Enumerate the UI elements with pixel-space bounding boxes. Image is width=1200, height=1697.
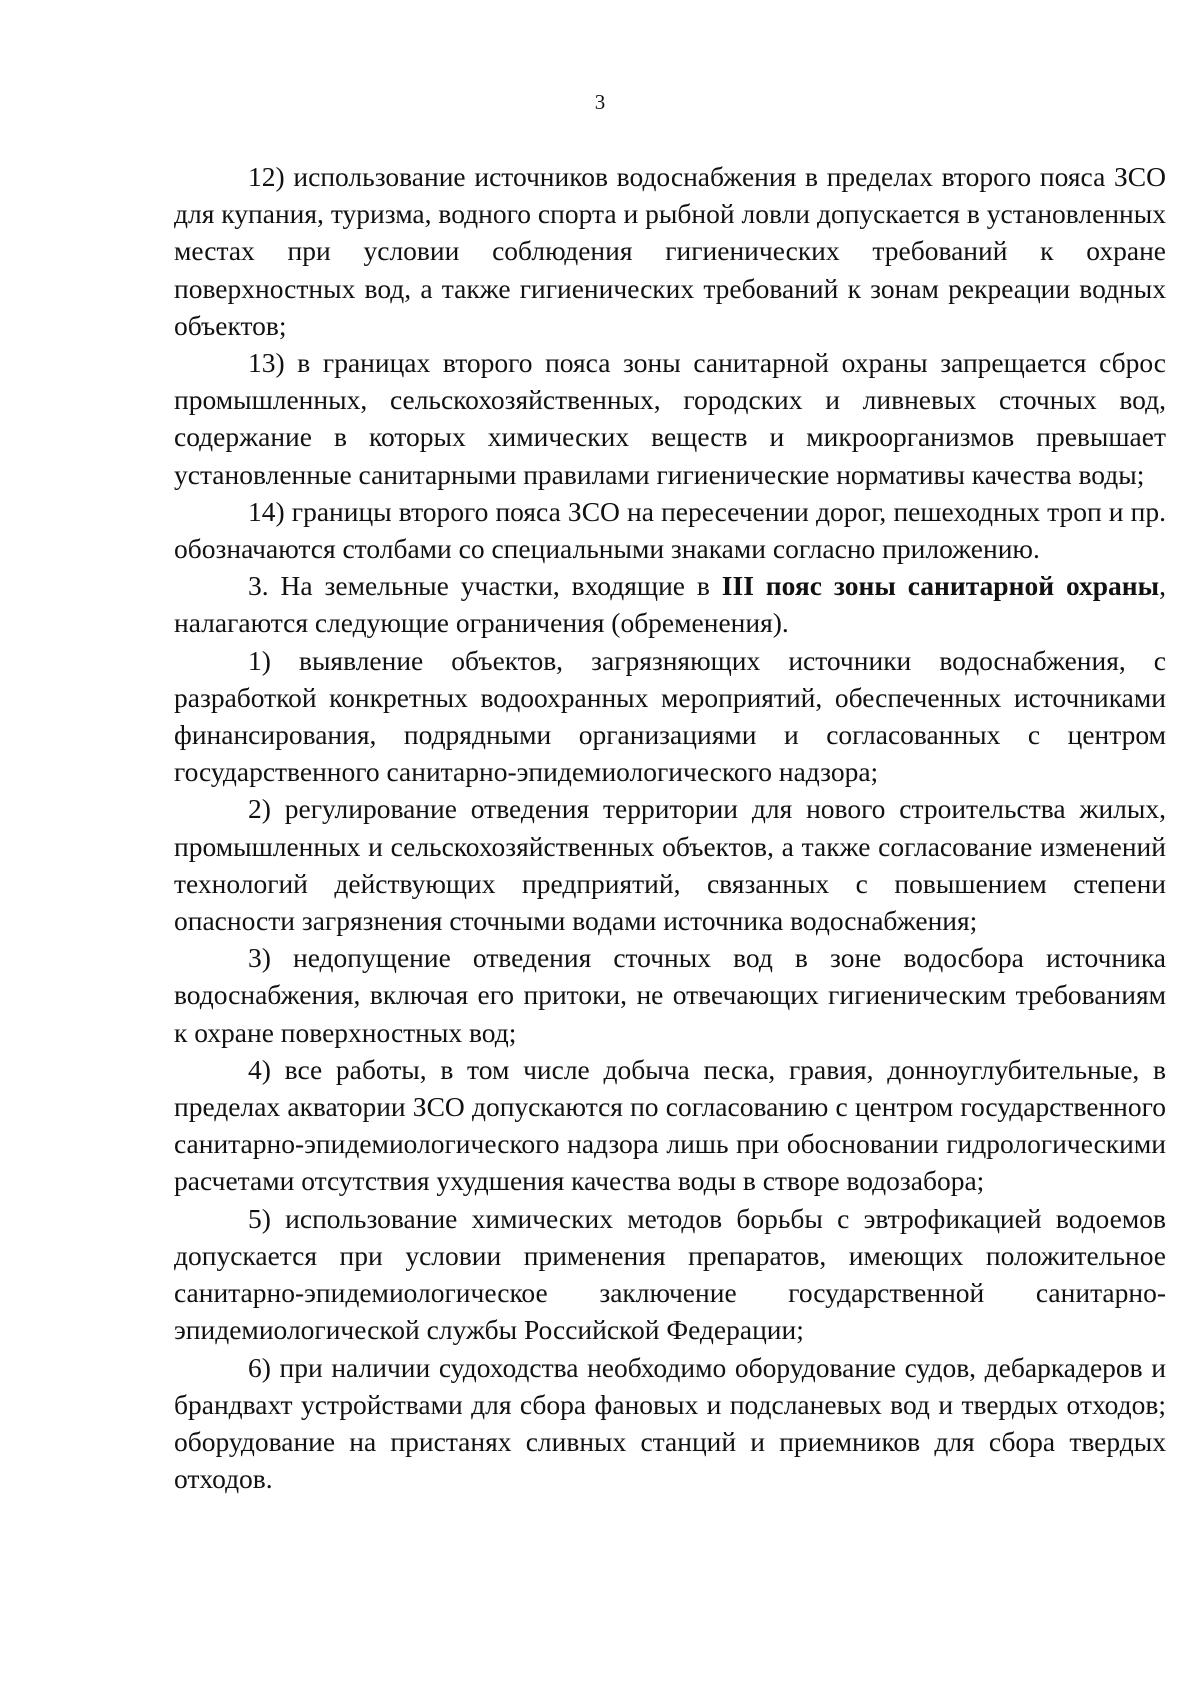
section-3-lead-text: 3. На земельные участки, входящие в bbox=[248, 570, 722, 602]
paragraph-item-13: 13) в границах второго пояса зоны санитарной охраны запрещается сброс промышленных, сельскохозяйственных, городских и ливневых сточных вод, содержание в которых химических веществ и микроорганизмов превышает установленные санитарными правилами гигиенические нормативы качества воды; bbox=[174, 347, 1166, 490]
document-body bbox=[174, 158, 1166, 1497]
section-3-bold-zone-title: III пояс зоны санитарной охраны bbox=[721, 570, 1160, 602]
paragraph-item-12: 12) использование источников водоснабжения в пределах второго пояса ЗСО для купания, туризма, водного спорта и рыбной ловли допускается в установленных местах при условии соблюдения гигиенических требований к охране поверхностных вод, а также гигиенических требований к зонам рекреации водных объектов; bbox=[174, 161, 1166, 341]
paragraph-item-6: 6) при наличии судоходства необходимо оборудование судов, дебаркадеров и брандвахт устройствами для сбора фановых и подсланевых вод и твердых отходов; оборудование на пристанях сливных станций и приемников для сбора твердых отходов. bbox=[174, 1351, 1166, 1495]
paragraph-section-3 bbox=[174, 567, 1166, 641]
page-number: 3 bbox=[594, 90, 606, 114]
paragraph-item-1: 1) выявление объектов, загрязняющих источники водоснабжения, с разработкой конкретных водоохранных мероприятий, обеспеченных источниками финансирования, подрядными организациями и согласованных с центром государственного санитарно-эпидемиологического надзора; bbox=[174, 644, 1166, 788]
paragraph-item-2: 2) регулирование отведения территории для нового строительства жилых, промышленных и сельскохозяйственных объектов, а также согласование изменений технологий действующих предприятий, связанных с повышением степени опасности загрязнения сточными водами источника водоснабжения; bbox=[174, 793, 1166, 937]
paragraph-item-14: 14) границы второго пояса ЗСО на пересечении дорог, пешеходных троп и пр. обозначаются столбами со специальными знаками согласно приложению. bbox=[174, 495, 1166, 565]
section-3-trailing-text: , налагаются следующие ограничения (обременения). bbox=[174, 570, 1166, 639]
paragraph-item-3: 3) недопущение отведения сточных вод в зоне водосбора источника водоснабжения, включая его притоки, не отвечающих гигиеническим требованиям к охране поверхностных вод; bbox=[174, 942, 1166, 1048]
paragraph-item-5: 5) использование химических методов борьбы с эвтрофикацией водоемов допускается при условии применения препаратов, имеющих положительное санитарно-эпидемиологическое заключение государственной санитарно-эпидемиологической службы Российской Федерации; bbox=[174, 1202, 1166, 1346]
paragraph-item-4: 4) все работы, в том числе добыча песка, гравия, донноуглубительные, в пределах акватории ЗСО допускаются по согласованию с центром государственного санитарно-эпидемиологического надзора лишь при обосновании гидрологическими расчетами отсутствия ухудшения качества воды в створе водозабора; bbox=[174, 1053, 1166, 1197]
